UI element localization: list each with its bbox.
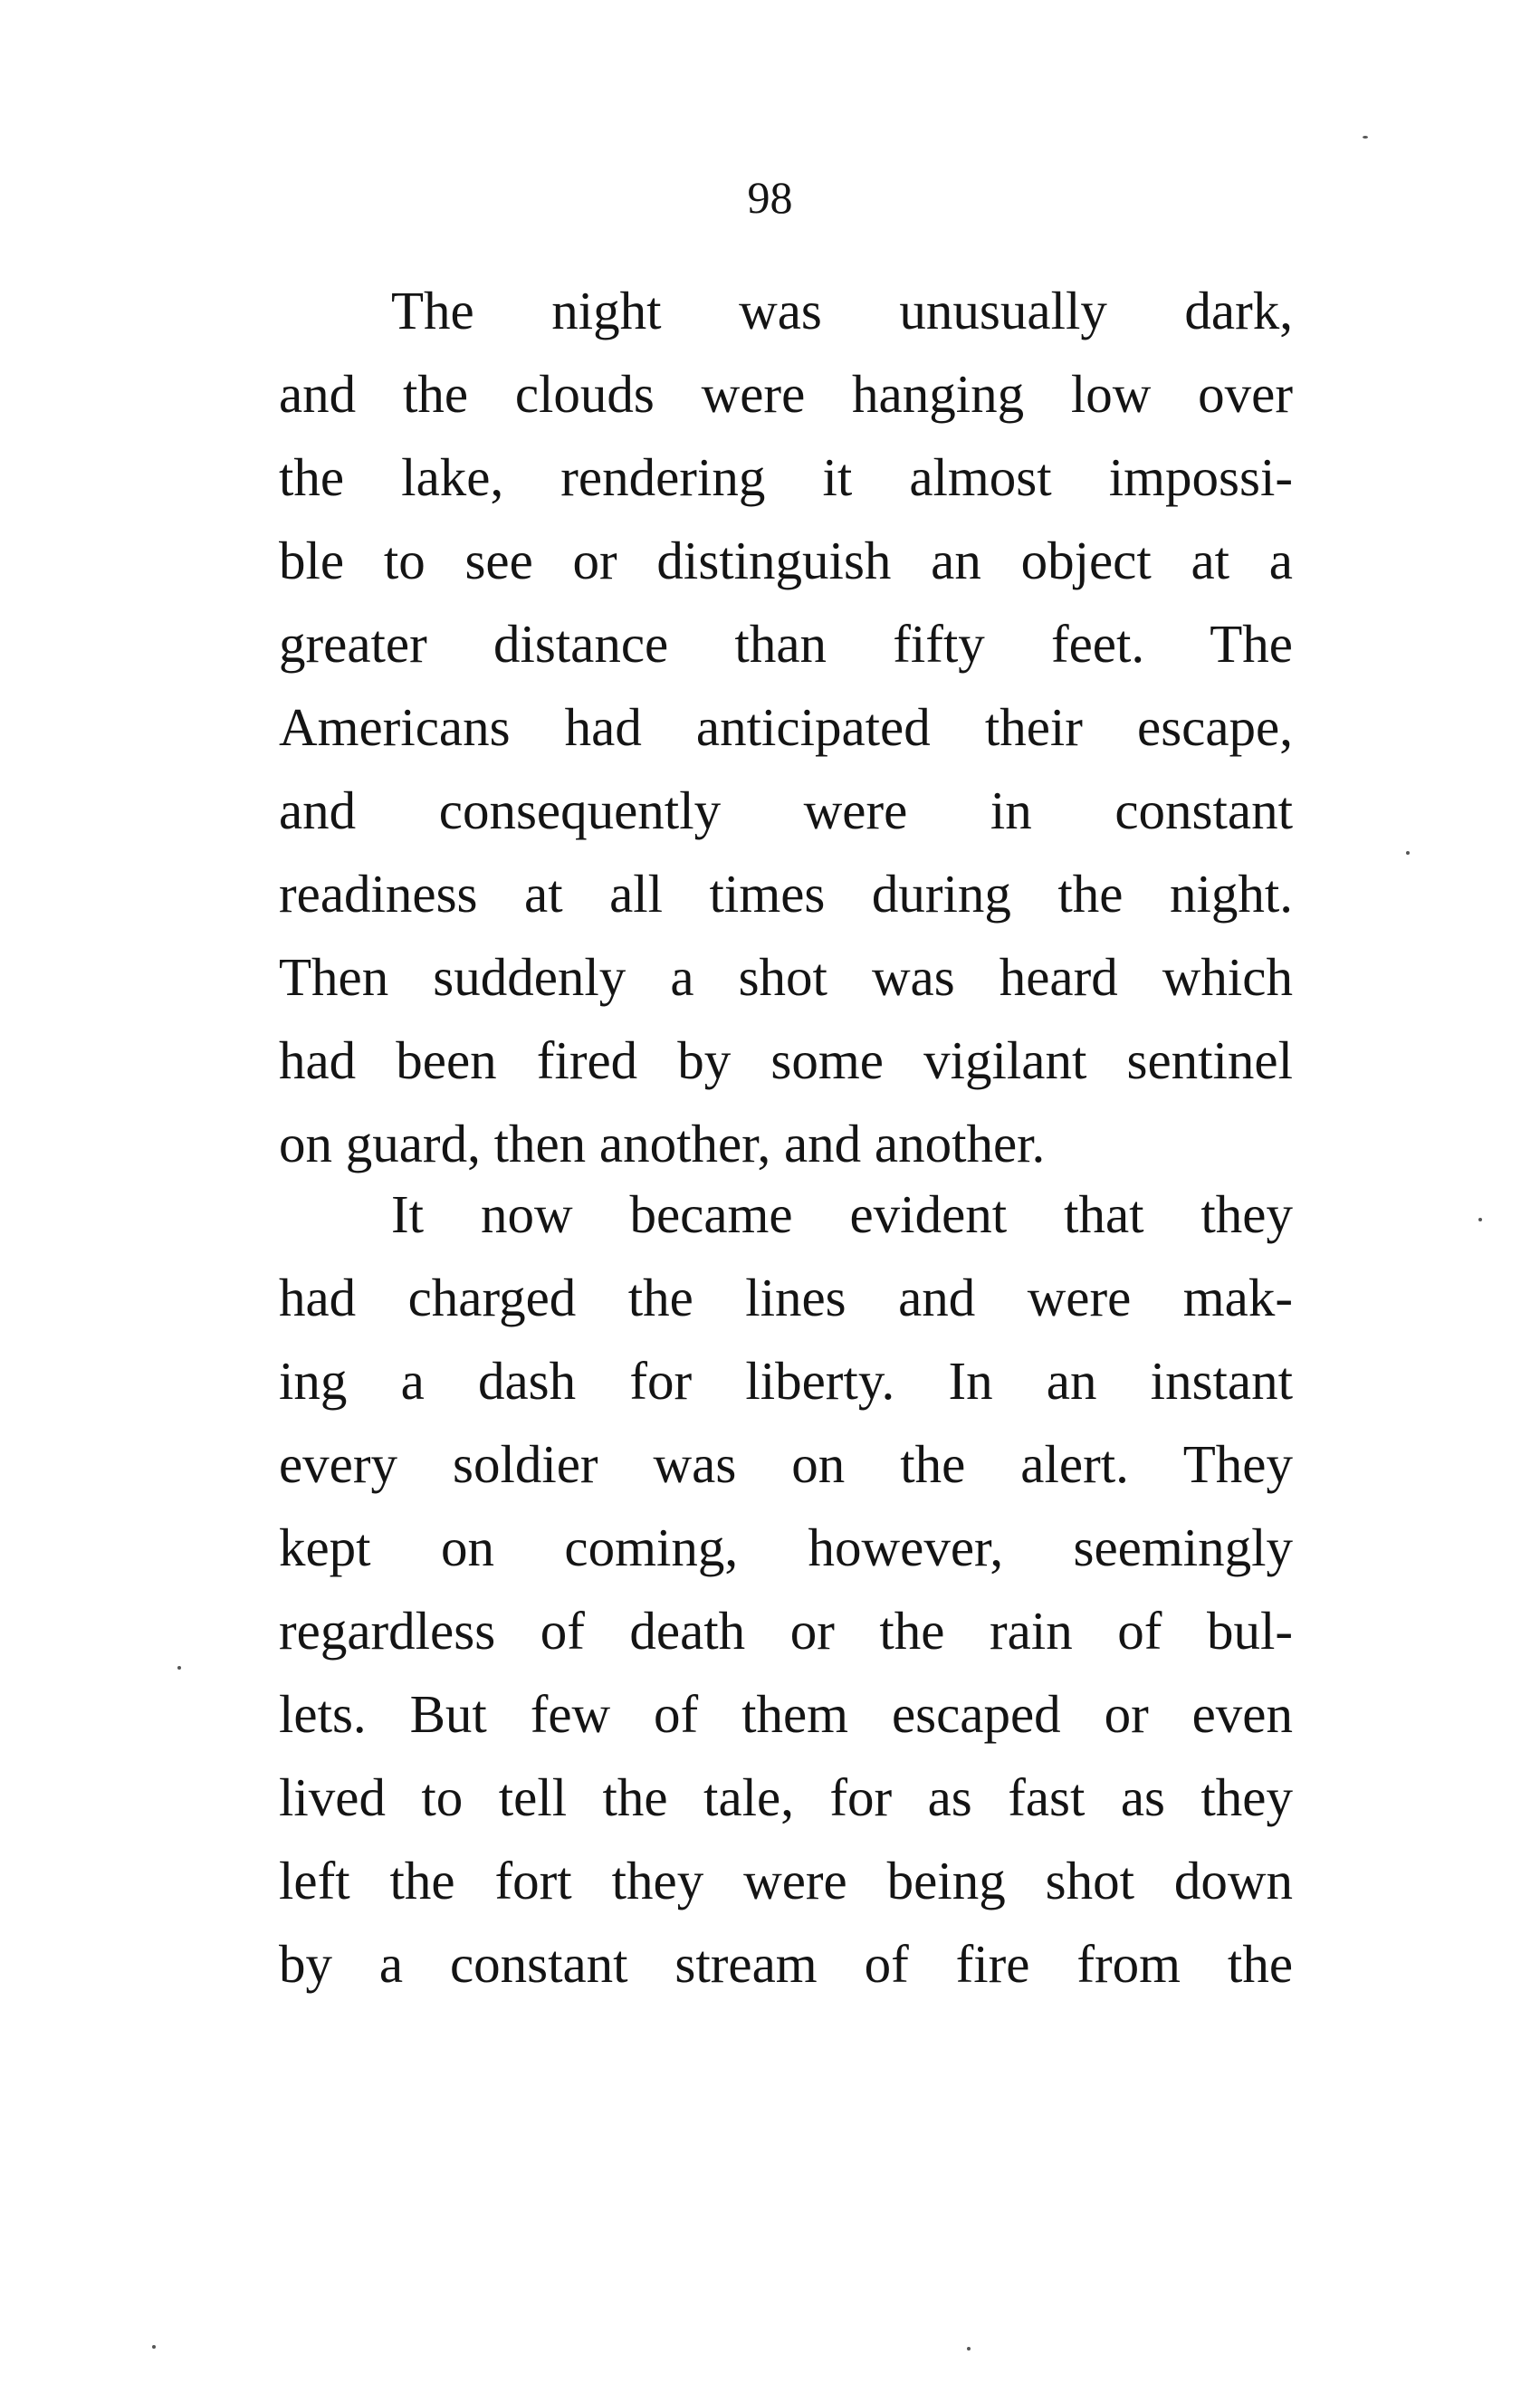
paragraph-1 [279, 269, 1293, 1185]
scan-speck [177, 1666, 181, 1670]
text-line: and consequently were in constant [279, 780, 1293, 840]
text-line: the lake, rendering it almost impossi- [279, 447, 1293, 507]
text-line: kept on coming, however, seemingly [279, 1518, 1293, 1577]
text-line: Then suddenly a shot was heard which [279, 947, 1293, 1007]
scan-speck [1406, 851, 1410, 855]
text-line: The night was unusually dark, [391, 281, 1293, 340]
text-line: every soldier was on the alert. They [279, 1434, 1293, 1494]
text-line: regardless of death or the rain of bul- [279, 1601, 1293, 1661]
text-line: by a constant stream of fire from the [279, 1934, 1293, 1994]
text-line: It now became evident that they [391, 1184, 1293, 1244]
scan-speck [1478, 1218, 1482, 1221]
text-line: ble to see or distinguish an object at a [279, 531, 1293, 590]
text-line: had charged the lines and were mak- [279, 1268, 1293, 1327]
text-line: had been fired by some vigilant sentinel [279, 1030, 1293, 1090]
text-line: on guard, then another, and another. [279, 1114, 1046, 1173]
scan-speck [1363, 136, 1368, 139]
text-line: lets. But few of them escaped or even [279, 1684, 1293, 1744]
page-number: 98 [747, 172, 793, 223]
text-line: lived to tell the tale, for as fast as they [279, 1767, 1293, 1827]
text-line: greater distance than fifty feet. The [279, 614, 1293, 674]
scan-speck [152, 2345, 156, 2349]
text-line: left the fort they were being shot down [279, 1851, 1293, 1910]
paragraph-2 [279, 1173, 1293, 2006]
text-line: ing a dash for liberty. In an instant [279, 1351, 1293, 1411]
text-line: readiness at all times during the night. [279, 864, 1293, 924]
text-line: and the clouds were hanging low over [279, 364, 1293, 424]
scan-speck [967, 2347, 971, 2350]
text-line: Americans had anticipated their escape, [279, 697, 1293, 757]
